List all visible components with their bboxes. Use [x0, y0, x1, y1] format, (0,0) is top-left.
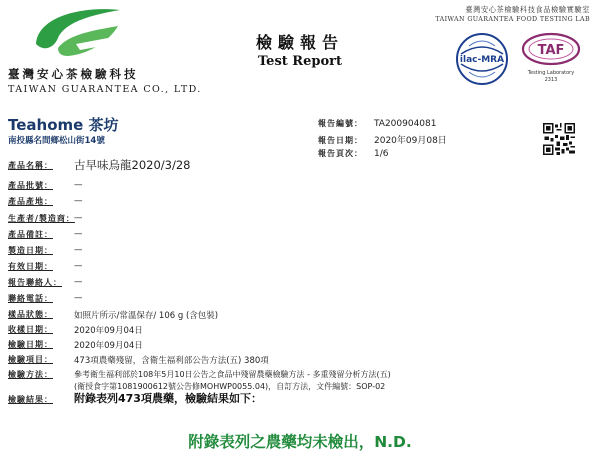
field-value: — [74, 277, 83, 287]
field-label: 檢驗日期： [8, 339, 53, 349]
field-label: 收樣日期： [8, 324, 53, 334]
field-label: 製造日期： [8, 245, 53, 255]
results-label: 檢驗結果： [8, 394, 53, 404]
field-value-line2: (衛授食字第1081900612號公告修MOHWP0055.04)，自訂方法，文件編號：SOP-02 [74, 382, 386, 391]
company-name-en: TAIWAN GUARANTEA CO., LTD. [8, 84, 202, 95]
field-label: 產品名稱： [8, 160, 53, 170]
report-number-label: 報告編號： [318, 118, 363, 128]
field-label: 產品產地： [8, 196, 53, 206]
field-label: 產品備註： [8, 229, 53, 239]
client-address: 南投縣名間鄉松山街14號 [8, 136, 105, 146]
field-value: — [74, 229, 83, 239]
field-label: 檢驗方法： [8, 369, 53, 379]
field-value: 如照片所示/常溫保存/ 106 g (含包裝) [74, 311, 219, 321]
field-label: 報告聯絡人： [8, 277, 62, 287]
report-date-label: 報告日期： [318, 135, 363, 145]
results-value: 附錄表列473項農藥，檢驗結果如下： [74, 392, 262, 405]
conclusion-text: 附錄表列之農藥均未檢出，N.D. [188, 433, 412, 451]
field-value: — [74, 213, 83, 223]
field-value: — [74, 261, 83, 271]
taf-label: TAF [537, 43, 565, 58]
qr-code-icon [543, 123, 575, 155]
ilac-mra-logo-icon [455, 32, 509, 86]
field-label: 聯絡電話： [8, 293, 53, 303]
report-page-row [318, 148, 388, 159]
field-label: 生產者/製造商： [8, 213, 75, 223]
client-name: Teahome 茶坊 [8, 116, 119, 134]
field-label: 樣品狀態： [8, 309, 53, 319]
field-label: 有效日期： [8, 261, 53, 271]
report-page-value: 1/6 [374, 149, 389, 159]
taf-logo-icon [521, 32, 581, 66]
field-label: 產品批號： [8, 180, 53, 190]
field-value: — [74, 245, 83, 255]
taf-subtitle: Testing Laboratory [527, 70, 575, 76]
page-title: 檢驗報告 [255, 33, 344, 52]
field-value: — [74, 293, 83, 303]
field-label: 檢驗項目： [8, 354, 53, 364]
company-name-cn: 臺灣安心茶檢驗科技 [8, 67, 139, 81]
field-value: 473項農藥殘留，含衛生福利部公告方法(五) 380項 [74, 356, 269, 366]
report-page-label: 報告頁次： [318, 148, 363, 158]
field-value: 古早味烏龍2020/3/28 [74, 158, 191, 172]
report-number-row [318, 118, 437, 129]
report-number-value: TA200904081 [374, 119, 437, 129]
taf-number: 2313 [544, 77, 558, 83]
report-date-row [318, 133, 447, 146]
report-date-value: 2020年09月08日 [374, 136, 447, 146]
page-subtitle: Test Report [258, 54, 342, 69]
lab-name-cn: 臺灣安心茶檢驗科技食品檢驗實驗室 [465, 5, 590, 14]
field-value: 2020年09月04日 [74, 326, 143, 336]
ilac-label: ilac-MRA [459, 55, 505, 65]
lab-name-en: TAIWAN GUARANTEA FOOD TESTING LAB [435, 16, 590, 23]
field-value: — [74, 196, 83, 206]
field-value: — [74, 180, 83, 190]
field-value-line1: 參考衛生福利部於108年5月10日公告之食品中殘留農藥檢驗方法 - 多重殘留分析方法(五) [74, 370, 391, 379]
field-value: 2020年09月04日 [74, 341, 143, 351]
